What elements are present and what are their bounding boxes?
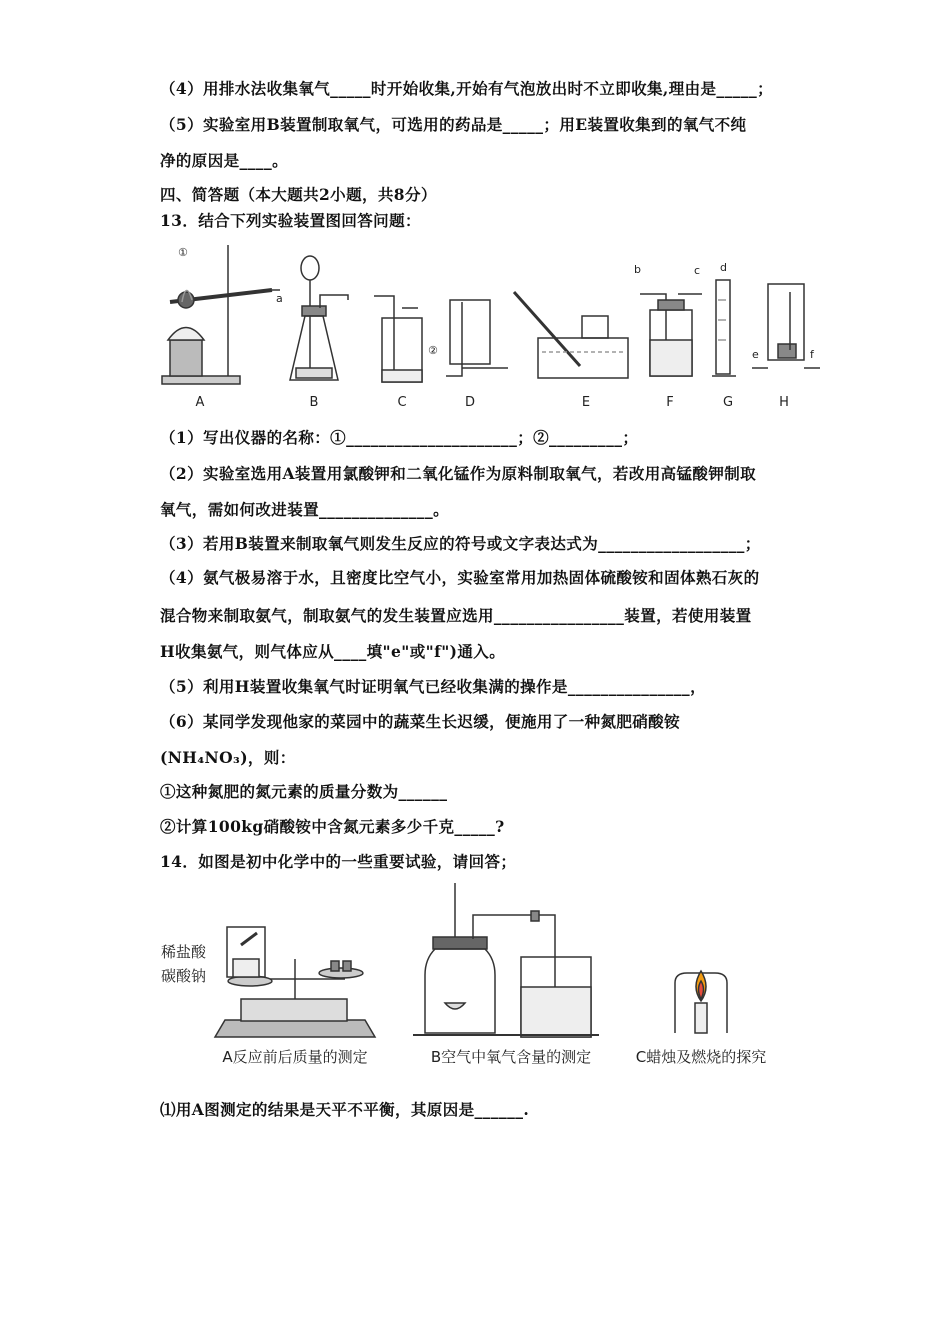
label-sodium-carbonate: 碳酸钠: [161, 967, 207, 985]
apparatus-label-b: B: [309, 395, 319, 410]
caption-a: A反应前后质量的测定: [222, 1048, 368, 1066]
experiment-c-candle: [675, 971, 727, 1033]
apparatus-label-e: E: [581, 395, 591, 410]
q14-stem: 14．如图是初中化学中的一些重要试验，请回答；: [160, 852, 517, 871]
mark-circled-2: ②: [428, 344, 438, 357]
apparatus-g: [712, 280, 736, 376]
apparatus-label-a: A: [195, 395, 205, 410]
q13-part6-sub1: ①这种氮肥的氮元素的质量分数为______: [160, 782, 448, 801]
q13-part6-sub2: ②计算100kg硝酸铵中含氮元素多少千克_____?: [160, 817, 505, 836]
q13-part3: （3）若用B装置来制取氧气则发生反应的符号或文字表达式为__________________；: [160, 534, 761, 553]
experiment-b-jar: [413, 883, 599, 1037]
experiment-a-balance: [215, 927, 375, 1037]
q13-part2-line1: （2）实验室选用A装置用氯酸钾和二氧化锰作为原料制取氧气，若改用高锰酸钾制取: [160, 464, 757, 483]
mark-b: b: [634, 263, 641, 276]
q12-part5-line2: 净的原因是____。: [160, 151, 289, 170]
mark-d: d: [720, 261, 727, 274]
mark-circled-1: ①: [178, 246, 188, 259]
mark-e: e: [752, 348, 759, 361]
apparatus-label-h: H: [779, 395, 789, 410]
q12-part4: （4）用排水法收集氧气_____时开始收集,开始有气泡放出时不立即收集,理由是_____；: [160, 79, 774, 98]
apparatus-c: [374, 296, 422, 382]
apparatus-a: [162, 245, 280, 384]
apparatus-label-g: G: [722, 395, 734, 410]
q13-stem: 13．结合下列实验装置图回答问题：: [160, 211, 421, 230]
q13-part5: （5）利用H装置收集氧气时证明氧气已经收集满的操作是_______________，: [160, 677, 706, 696]
apparatus-f: [640, 294, 702, 376]
apparatus-label-d: D: [464, 395, 476, 410]
q13-part4-line1: （4）氨气极易溶于水，且密度比空气小，实验室常用加热固体硫酸铵和固体熟石灰的: [160, 568, 760, 587]
apparatus-b: [290, 256, 348, 380]
experiments-figure: [155, 875, 795, 1075]
apparatus-label-f: F: [666, 395, 674, 410]
q14-part1: ⑴用A图测定的结果是天平不平衡，其原因是______.: [160, 1100, 530, 1119]
section4-heading: 四、简答题（本大题共2小题，共8分）: [160, 185, 437, 204]
apparatus-d: [446, 300, 508, 376]
q13-part4-line2: 混合物来制取氨气，制取氨气的发生装置应选用________________装置，若使用装置: [160, 606, 752, 625]
q12-part5-line1: （5）实验室用B装置制取氧气，可选用的药品是_____；用E装置收集到的氧气不纯: [160, 115, 747, 134]
q13-part4-line3: H收集氨气，则气体应从____填"e"或"f")通入。: [160, 642, 506, 661]
caption-c: C蜡烛及燃烧的探究: [635, 1048, 767, 1066]
q13-part1: （1）写出仪器的名称：①_____________________；②_________；: [160, 428, 639, 447]
caption-b: B空气中氧气含量的测定: [430, 1048, 592, 1066]
mark-f: f: [810, 348, 814, 361]
apparatus-figure: [150, 240, 830, 415]
mark-a: a: [276, 292, 283, 305]
q13-part6-line1: （6）某同学发现他家的菜园中的蔬菜生长迟缓，便施用了一种氮肥硝酸铵: [160, 712, 680, 731]
apparatus-label-c: C: [397, 395, 407, 410]
mark-c: c: [694, 264, 701, 277]
q13-part2-line2: 氧气，需如何改进装置______________。: [160, 500, 450, 519]
q13-part6-line2: (NH₄NO₃)，则：: [160, 748, 296, 767]
label-dilute-hcl: 稀盐酸: [161, 943, 207, 961]
apparatus-e: [514, 292, 628, 378]
